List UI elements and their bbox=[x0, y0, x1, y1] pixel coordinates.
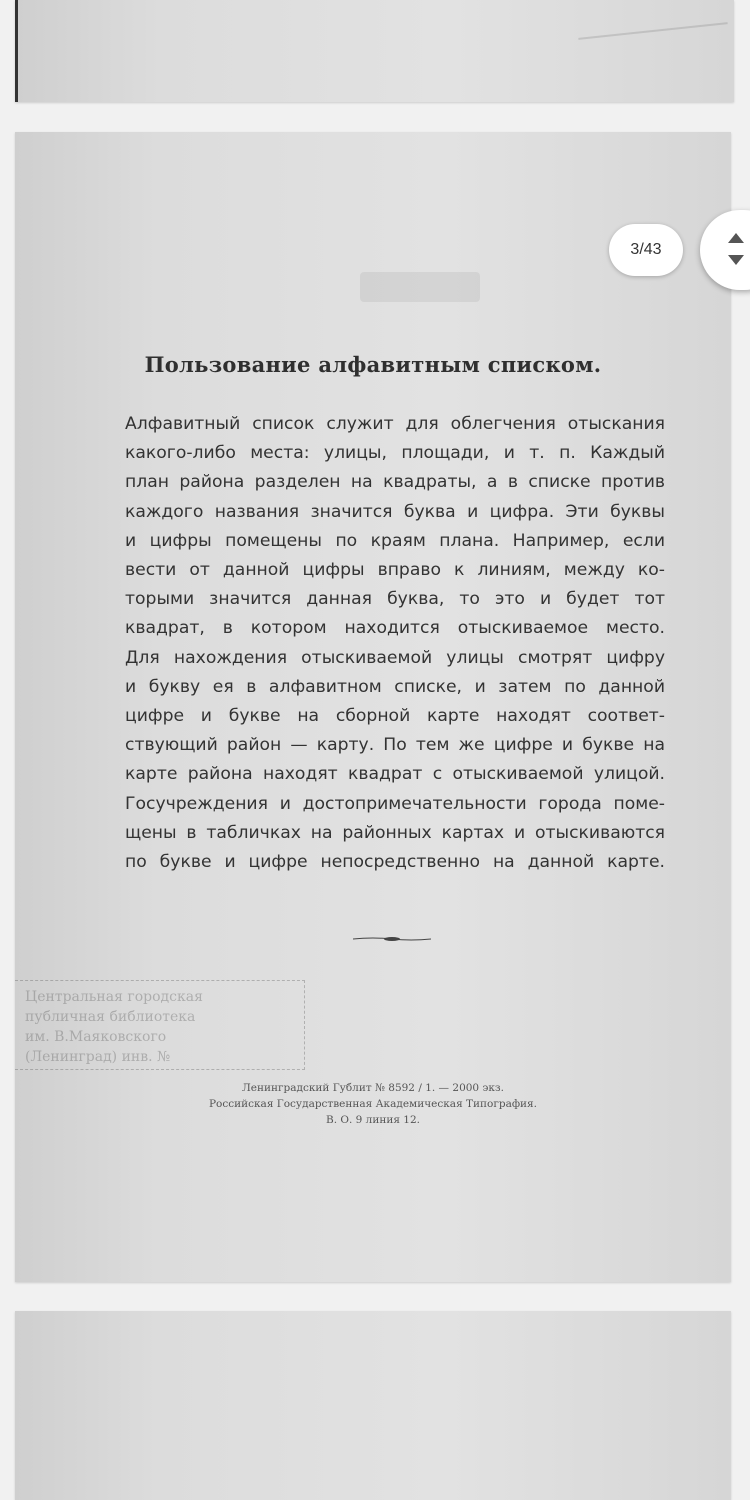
imprint bbox=[15, 1080, 731, 1128]
body-line: и цифры помещены по краям плана. Например, если bbox=[125, 530, 665, 551]
page-indicator: 3/43 bbox=[609, 224, 683, 276]
faint-ink-mark bbox=[360, 272, 480, 302]
body-line: квадрат, в котором находится отыскиваемое место. bbox=[125, 618, 665, 639]
next-page-scan bbox=[15, 1311, 731, 1500]
scroll-up-arrow-icon bbox=[728, 233, 744, 243]
ornament-divider bbox=[353, 936, 431, 942]
body-line: Алфавитный список служит для облегчения отыскания bbox=[125, 414, 665, 434]
body-line: Госучреждения и достопримечательности города поме- bbox=[125, 793, 665, 814]
body-line: ствующий район — карту. По тем же цифре и букве на bbox=[125, 735, 665, 756]
stamp-line: Центральная городская bbox=[25, 989, 203, 1005]
body-line: по букве и цифре непосредственно на данной карте. bbox=[125, 852, 665, 873]
stamp-line: им. В.Маяковского bbox=[25, 1029, 167, 1045]
imprint-line-1: Ленинградский Гублит № 8592 / 1. — 2000 экз. bbox=[242, 1082, 504, 1094]
body-line: Для нахождения отыскиваемой улицы смотрят цифру bbox=[125, 647, 665, 668]
previous-page-scan bbox=[15, 0, 734, 102]
body-line: щены в табличках на районных картах и отыскиваются bbox=[125, 822, 665, 843]
body-line: каждого названия значится буква и цифра. Эти буквы bbox=[125, 501, 665, 522]
body-line: и букву ея в алфавитном списке, и затем по данной bbox=[125, 676, 665, 697]
body-line: цифре и букве на сборной карте находят соответ- bbox=[125, 706, 665, 727]
library-stamp bbox=[15, 980, 305, 1070]
body-line: вести от данной цифры вправо к линиям, между ко- bbox=[125, 560, 665, 581]
body-text bbox=[125, 410, 665, 877]
page-title: Пользование алфавитным списком. bbox=[144, 352, 602, 377]
scroll-down-arrow-icon bbox=[728, 255, 744, 265]
current-page-scan bbox=[15, 132, 731, 1282]
stamp-line: публичная библиотека bbox=[25, 1009, 196, 1025]
stamp-line: (Ленинград) инв. № bbox=[25, 1049, 171, 1065]
body-line: торыми значится данная буква, то это и будет тот bbox=[125, 589, 665, 610]
body-line: какого-либо места: улицы, площади, и т. п. Каждый bbox=[125, 443, 665, 464]
imprint-line-3: В. О. 9 линия 12. bbox=[325, 1114, 421, 1126]
body-line: план района разделен на квадраты, а в списке против bbox=[125, 472, 665, 493]
imprint-line-2: Российская Государственная Академическая Типография. bbox=[208, 1098, 538, 1110]
body-line: карте района находят квадрат с отыскиваемой улицой. bbox=[125, 764, 665, 785]
